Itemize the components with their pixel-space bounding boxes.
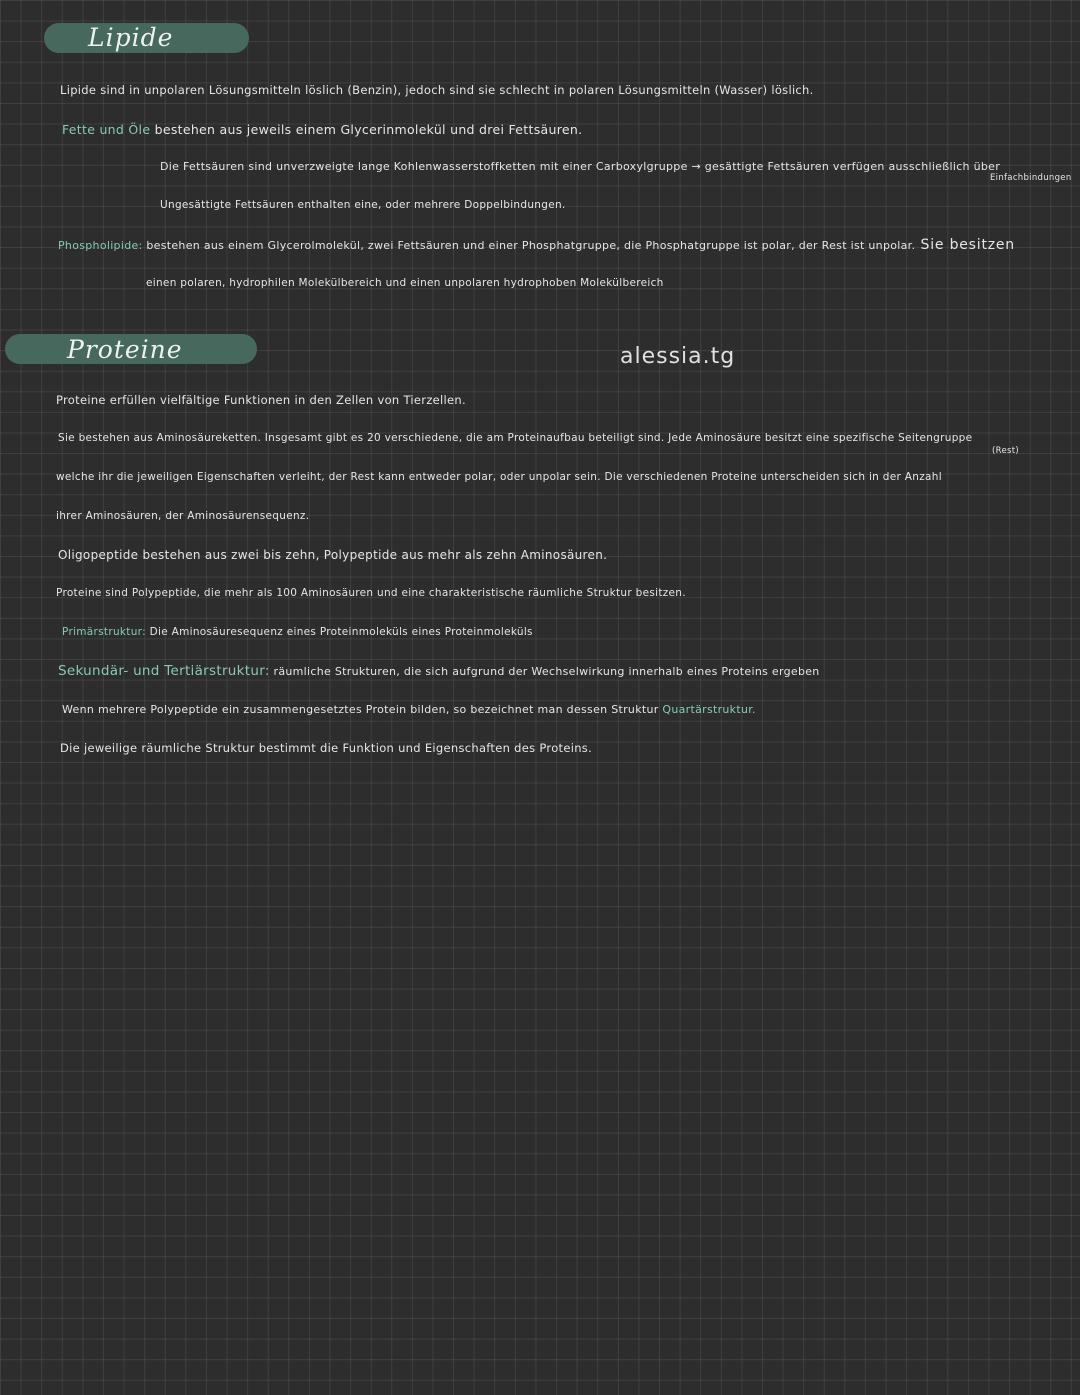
proteine-line-8	[58, 663, 820, 679]
lipide-term-fette-oele: Fette und Öle	[62, 122, 151, 137]
proteine-line-3: welche ihr die jeweiligen Eigenschaften verleiht, der Rest kann entweder polar, oder unpolar sein. Die verschiedenen Proteine unterscheiden sich in der Anzahl	[56, 471, 942, 483]
proteine-line-7	[62, 626, 533, 638]
proteine-line-5: Oligopeptide bestehen aus zwei bis zehn, Polypeptide aus mehr als zehn Aminosäuren.	[58, 548, 608, 562]
lipide-line-1: Lipide sind in unpolaren Lösungsmitteln löslich (Benzin), jedoch sind sie schlecht in polaren Lösungsmitteln (Wasser) löslich.	[60, 83, 814, 97]
lipide-line-6: einen polaren, hydrophilen Molekülbereich und einen unpolaren hydrophoben Molekülbereich	[146, 277, 664, 289]
lipide-term-phospholipide: Phospholipide:	[58, 239, 143, 252]
lipide-line-5-text: bestehen aus einem Glycerolmolekül, zwei Fettsäuren und einer Phosphatgruppe, die Phosphatgruppe ist polar, der Rest ist unpolar.	[142, 239, 916, 252]
author-watermark: alessia.tg	[620, 344, 736, 369]
lipide-line-2	[62, 122, 582, 137]
proteine-heading: Proteine	[67, 334, 183, 364]
proteine-heading-bar	[5, 334, 257, 364]
proteine-line-2: Sie bestehen aus Aminosäureketten. Insgesamt gibt es 20 verschiedene, die am Proteinaufbau beteiligt sind. Jede Aminosäure besitzt eine spezifische Seitengruppe	[58, 432, 973, 444]
lipide-line-4: Ungesättigte Fettsäuren enthalten eine, oder mehrere Doppelbindungen.	[160, 199, 566, 211]
proteine-term-quartaerstruktur: Quartärstruktur.	[662, 703, 756, 716]
lipide-line-5	[58, 237, 1015, 253]
lipide-line-3-note: Einfachbindungen	[990, 173, 1072, 183]
lipide-line-5-end: Sie besitzen	[915, 237, 1015, 253]
lipide-heading: Lipide	[88, 22, 174, 52]
proteine-line-2-note: (Rest)	[992, 446, 1019, 456]
proteine-line-9	[62, 703, 756, 716]
proteine-line-9-text: Wenn mehrere Polypeptide ein zusammengesetztes Protein bilden, so bezeichnet man dessen Struktur	[62, 703, 663, 716]
proteine-line-8-text: räumliche Strukturen, die sich aufgrund der Wechselwirkung innerhalb eines Proteins ergeben	[269, 665, 820, 678]
proteine-line-10: Die jeweilige räumliche Struktur bestimmt die Funktion und Eigenschaften des Proteins.	[60, 741, 593, 755]
proteine-line-7-text: Die Aminosäuresequenz eines Proteinmoleküls eines Proteinmoleküls	[145, 626, 533, 638]
proteine-line-4: ihrer Aminosäuren, der Aminosäurensequenz.	[56, 510, 310, 522]
lipide-line-3: Die Fettsäuren sind unverzweigte lange Kohlenwasserstoffketten mit einer Carboxylgruppe → gesättigte Fettsäuren verfügen ausschließlich über	[160, 160, 1001, 173]
proteine-term-sekundaer-tertiaer: Sekundär- und Tertiärstruktur:	[58, 663, 270, 679]
proteine-line-6: Proteine sind Polypeptide, die mehr als 100 Aminosäuren und eine charakteristische räumliche Struktur besitzen.	[56, 587, 686, 599]
proteine-term-primaerstruktur: Primärstruktur:	[62, 626, 146, 638]
lipide-line-2-text: bestehen aus jeweils einem Glycerinmolekül und drei Fettsäuren.	[150, 122, 583, 137]
lipide-heading-bar	[44, 23, 249, 53]
proteine-line-1: Proteine erfüllen vielfältige Funktionen in den Zellen von Tierzellen.	[56, 393, 466, 407]
